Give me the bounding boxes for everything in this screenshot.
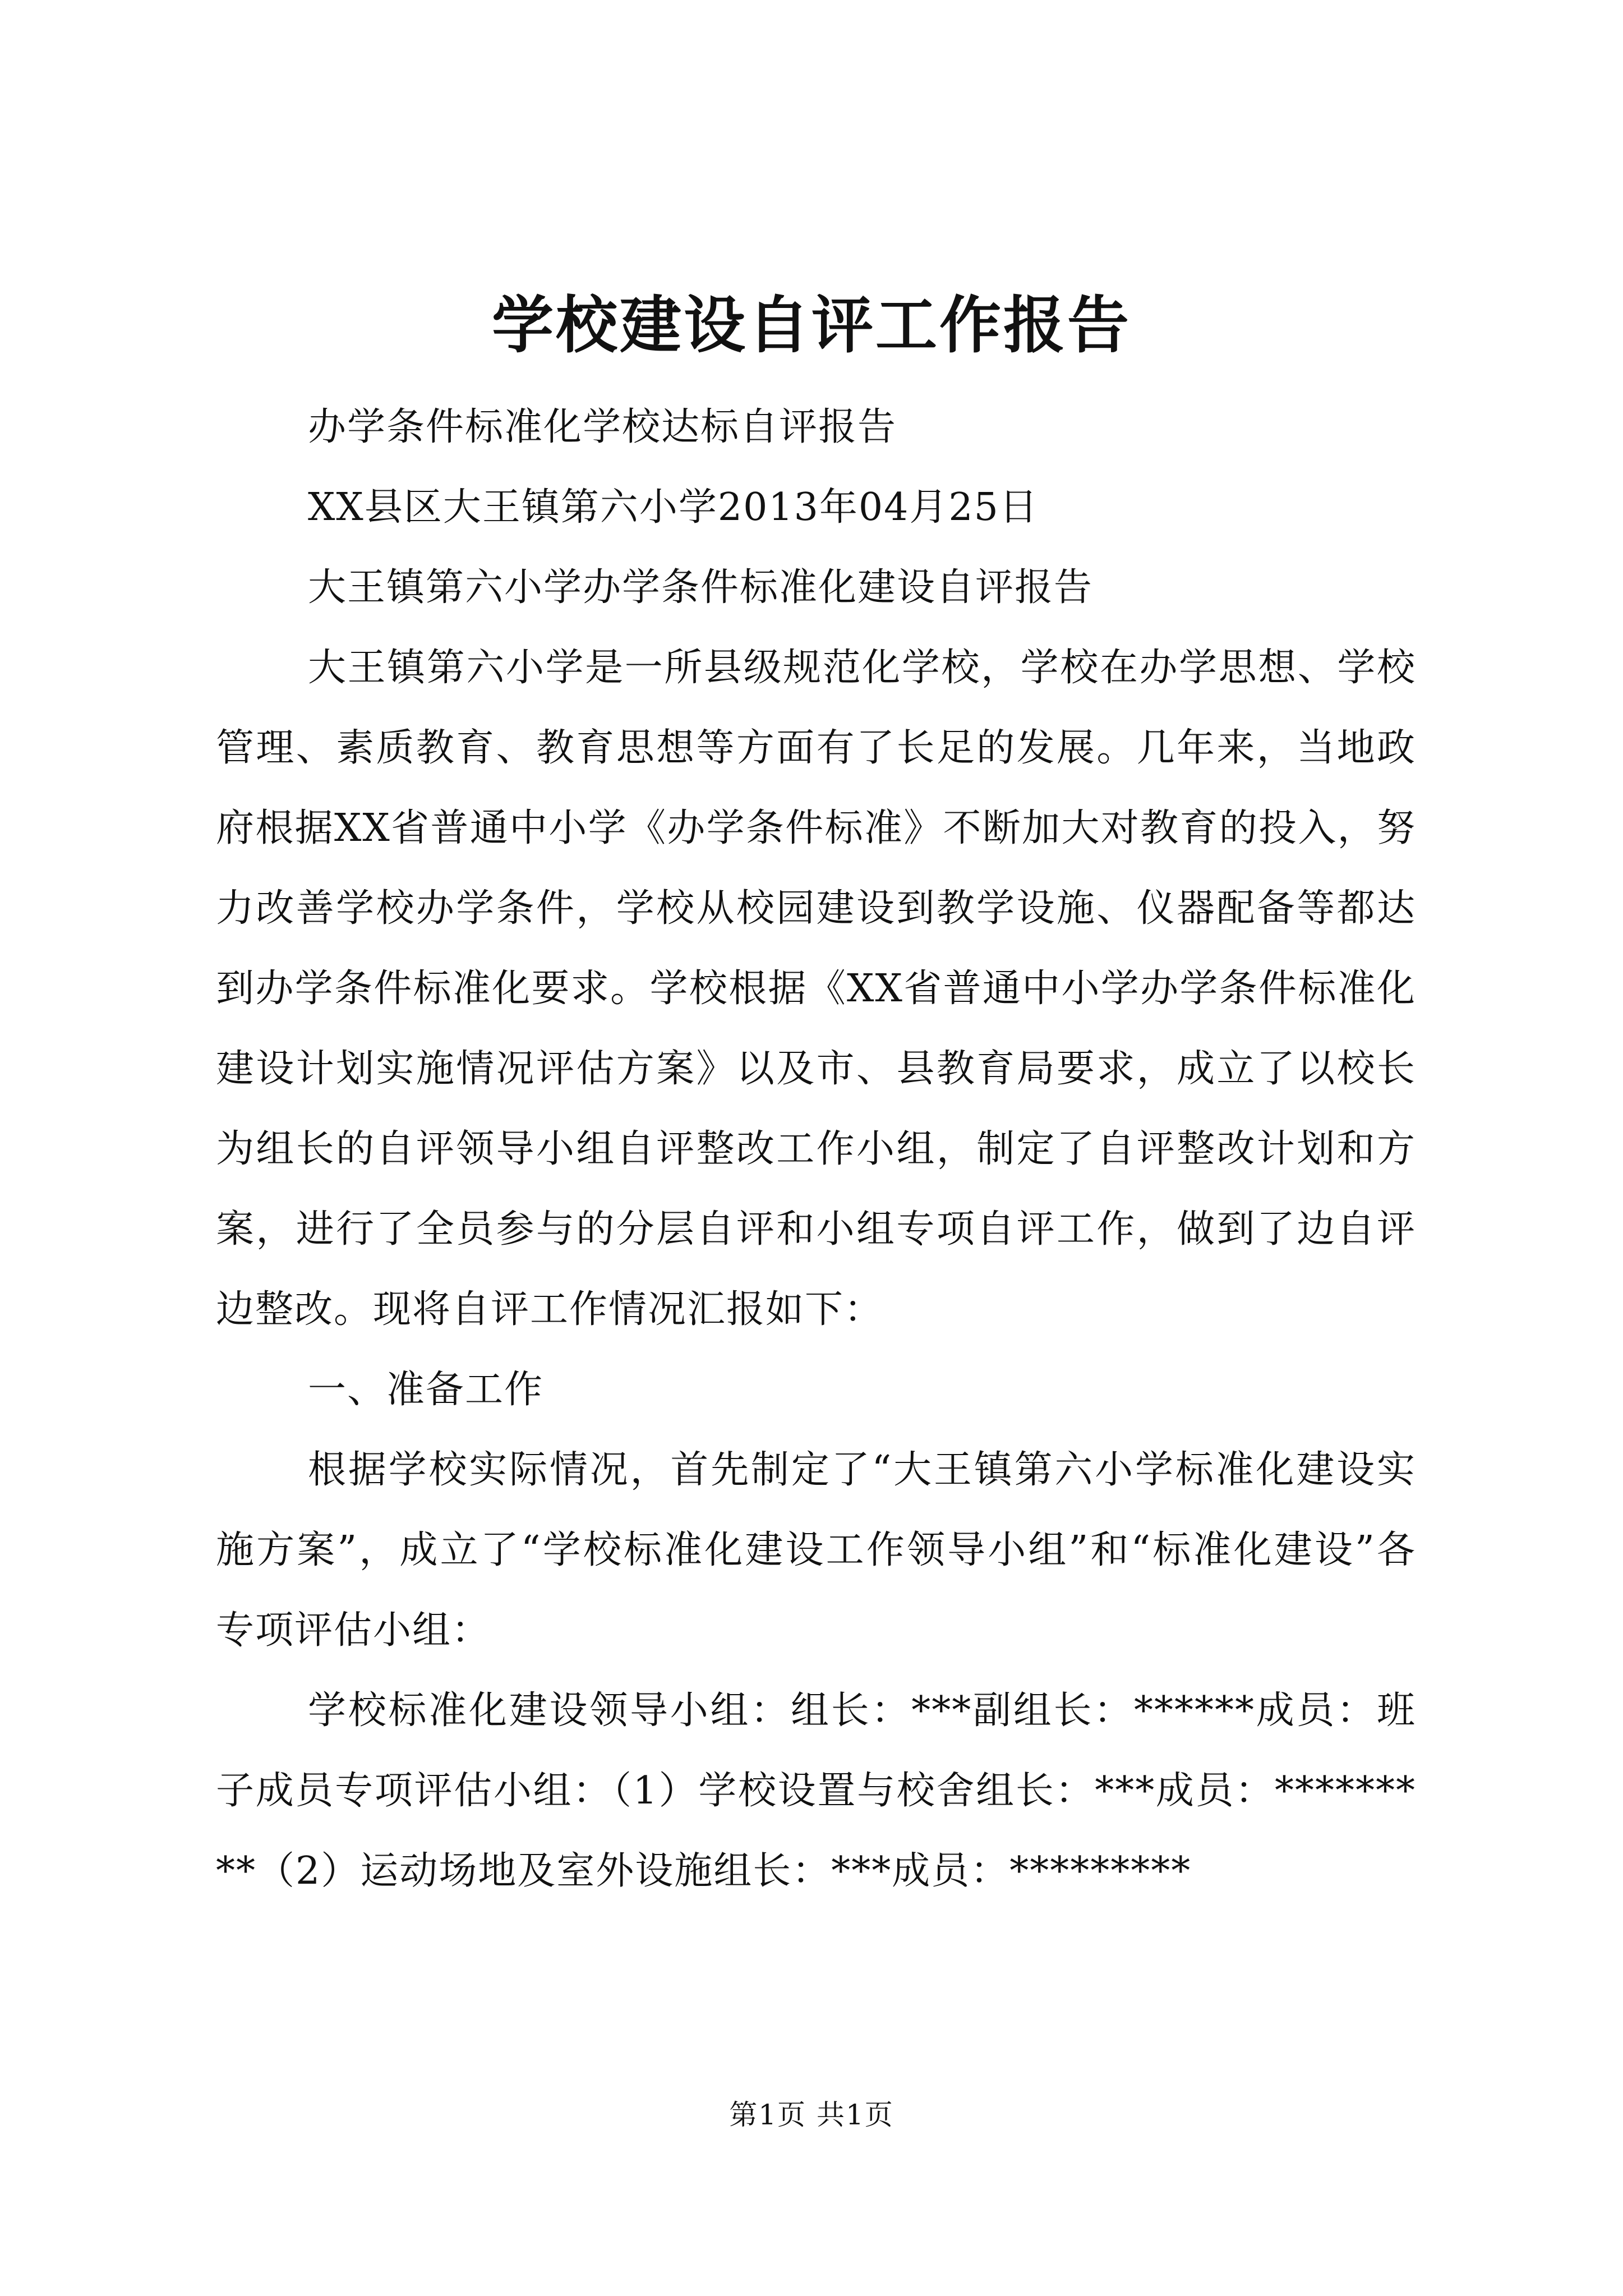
paragraph-leadership-group: 学校标准化建设领导小组：组长：***副组长：******成员：班子成员专项评估小组：（1）学校设置与校舍组长：***成员：*********（2）运动场地及室外设施组长：***成员：*********: [216, 1688, 1416, 1893]
page-footer: 第1页 共1页: [729, 2099, 894, 2131]
paragraph-date-line: XX县区大王镇第六小学2013年04月25日: [308, 485, 1039, 530]
document-title: 学校建设自评工作报告: [492, 289, 1131, 361]
document-body: [216, 387, 1416, 1911]
section-heading-preparation: 一、准备工作: [308, 1368, 544, 1412]
paragraph-subtitle: 办学条件标准化学校达标自评报告: [308, 405, 897, 449]
paragraph-report-heading: 大王镇第六小学办学条件标准化建设自评报告: [308, 565, 1094, 610]
paragraph-introduction: 大王镇第六小学是一所县级规范化学校，学校在办学思想、学校管理、素质教育、教育思想等方面有了长足的发展。几年来，当地政府根据XX省普通中小学《办学条件标准》不断加大对教育的投入，努力改善学校办学条件，学校从校园建设到教学设施、仪器配备等都达到办学条件标准化要求。学校根据《XX省普通中小学办学条件标准化建设计划实施情况评估方案》以及市、县教育局要求，成立了以校长为组长的自评领导小组自评整改工作小组，制定了自评整改计划和方案，进行了全员参与的分层自评和小组专项自评工作，做到了边自评边整改。现将自评工作情况汇报如下：: [216, 646, 1416, 1332]
paragraph-preparation: 根据学校实际情况，首先制定了“大王镇第六小学标准化建设实施方案”，成立了“学校标准化建设工作领导小组”和“标准化建设”各专项评估小组：: [216, 1448, 1416, 1653]
